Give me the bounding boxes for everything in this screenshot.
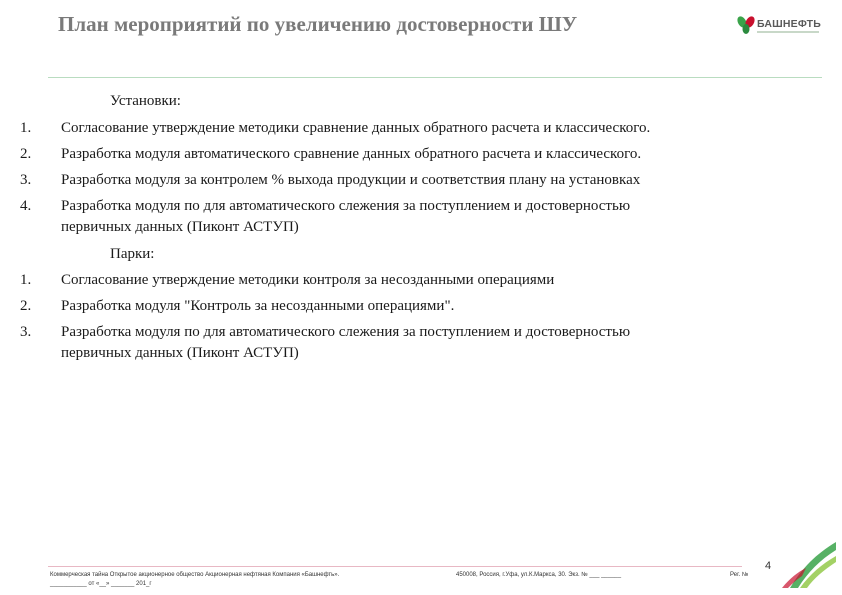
page-number: 4 xyxy=(765,560,772,572)
list-number: 3. xyxy=(20,172,32,188)
logo-flower-icon xyxy=(736,14,756,36)
logo-text: БАШНЕФТЬ xyxy=(757,18,821,30)
list-item: Разработка модуля по для автоматического слежения за поступлением и достоверностью xyxy=(61,198,631,214)
list-item: Разработка модуля автоматического сравнение данных обратного расчета и классического. xyxy=(61,146,642,162)
list-number: 3. xyxy=(20,324,32,340)
list-number: 2. xyxy=(20,298,32,314)
list-item: Разработка модуля "Контроль за несозданными операциями". xyxy=(61,298,455,314)
footer-company: Коммерческая тайна Открытое акционерное общество Акционерная нефтяная Компания «Башнефть». xyxy=(50,572,340,578)
company-logo xyxy=(736,14,832,42)
section-heading: Установки: xyxy=(110,93,181,109)
logo-tagline xyxy=(757,31,819,33)
footer-reg: Рег. № xyxy=(730,572,749,578)
list-item-continuation: первичных данных (Пиконт АСТУП) xyxy=(61,219,299,235)
list-number: 1. xyxy=(20,272,32,288)
list-item: Разработка модуля по для автоматического слежения за поступлением и достоверностью xyxy=(61,324,631,340)
footer-address: 450008, Россия, г.Уфа, ул.К.Маркса, 30. Экз. № ___ ______ xyxy=(456,572,622,578)
list-item-continuation: первичных данных (Пиконт АСТУП) xyxy=(61,345,299,361)
list-item: Согласование утверждение методики контроля за несозданными операциями xyxy=(61,272,555,288)
footer-divider xyxy=(48,566,742,567)
list-number: 4. xyxy=(20,198,32,214)
page-title: План мероприятий по увеличению достоверности ШУ xyxy=(58,12,578,36)
header-divider xyxy=(48,77,822,78)
footer-date: ___________ от «__» _______ 201_г xyxy=(50,581,152,587)
list-item: Согласование утверждение методики сравнение данных обратного расчета и классического. xyxy=(61,120,651,136)
list-item: Разработка модуля за контролем % выхода продукции и соответствия плану на установках xyxy=(61,172,641,188)
corner-decoration-icon xyxy=(780,532,836,588)
list-number: 2. xyxy=(20,146,32,162)
list-number: 1. xyxy=(20,120,32,136)
section-heading: Парки: xyxy=(110,246,155,262)
